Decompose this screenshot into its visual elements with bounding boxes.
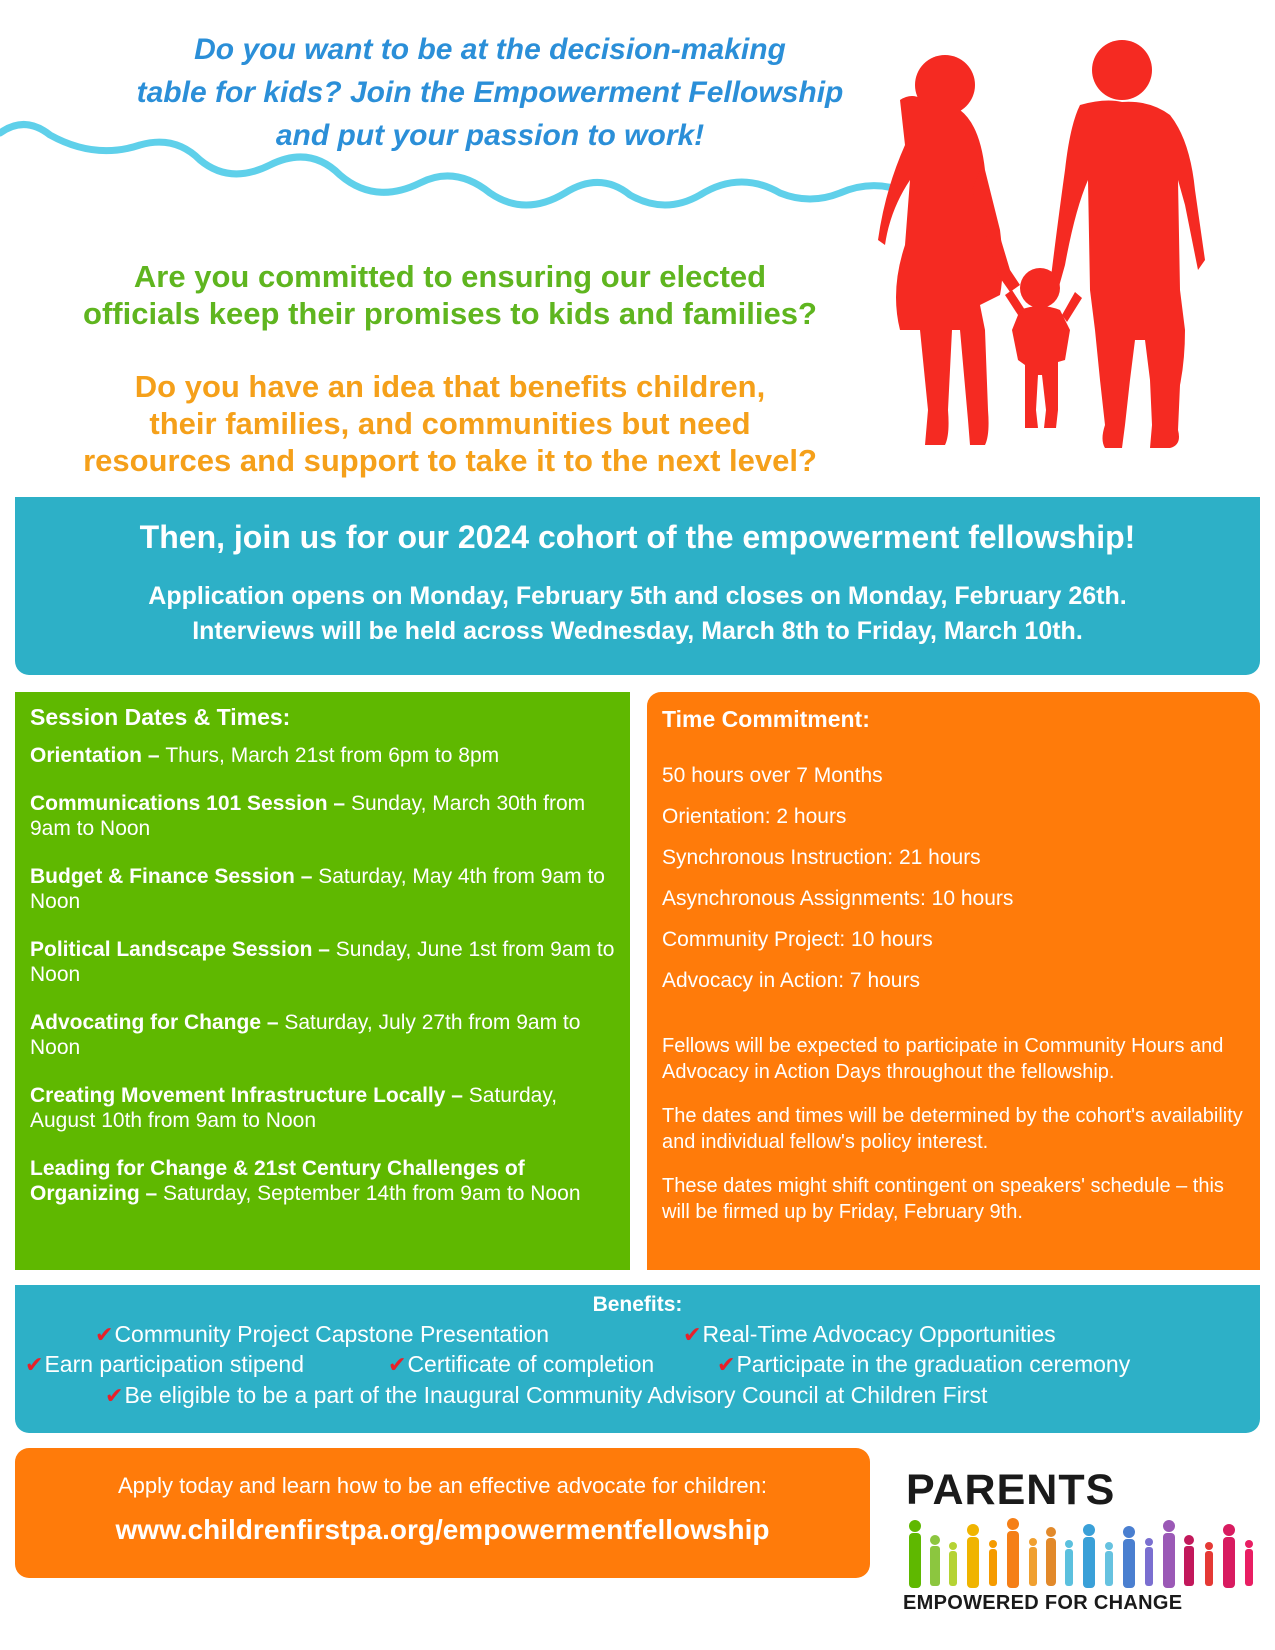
check-icon: ✔ [105,1383,124,1408]
commitment-note: Fellows will be expected to participate in Community Hours and Advocacy in Action Days throughout the fellowship. [662,1035,1224,1083]
session-item [30,1083,616,1133]
benefit-label: Participate in the graduation ceremony [736,1351,1131,1377]
fellowship-name: Empowerment Fellowship [473,76,844,109]
check-icon: ✔ [388,1352,407,1377]
session-name: Communications 101 Session – [30,792,351,815]
session-detail: Thurs, March 21st from 6pm to 8pm [165,744,500,767]
time-commitment-title: Time Commitment: [662,706,870,732]
session-name: Political Landscape Session – [30,938,336,961]
benefit-item [683,1321,1056,1348]
benefit-item [105,1382,987,1409]
benefit-label: Earn participation stipend [44,1351,304,1377]
headline-line-3: and put your passion to work! [275,119,705,152]
family-figures-icon [903,1518,1260,1592]
benefit-label: Real-Time Advocacy Opportunities [702,1321,1056,1347]
check-icon: ✔ [683,1322,702,1347]
question-orange-line-3: resources and support to take it to the next level? [83,443,817,478]
benefits-title: Benefits: [592,1293,683,1316]
logo-tagline: EMPOWERED FOR CHANGE [903,1592,1183,1614]
apply-box [15,1448,870,1578]
question-orange-line-2: their families, and communities but need [149,406,751,441]
session-detail: Saturday, September 14th from 9am to Noon [163,1182,581,1205]
benefit-item [388,1351,654,1378]
benefits-panel [15,1285,1260,1433]
session-name: Advocating for Change – [30,1011,285,1034]
session-dates-panel [15,692,630,1270]
apply-text: Apply today and learn how to be an effective advocate for children: [117,1473,767,1498]
question-idea [20,368,880,479]
session-name: Creating Movement Infrastructure Locally – [30,1084,469,1107]
session-detail: Sunday, June 1st from 9am to Noon [30,938,615,986]
logo-title: PARENTS [906,1466,1116,1514]
banner-title: Then, join us for our 2024 cohort of the empowerment fellowship! [139,519,1136,555]
fellowship-url-link[interactable]: www.childrenfirstpa.org/empowermentfellowship [115,1514,770,1545]
commitment-note: These dates might shift contingent on speakers' schedule – this will be firmed up by Friday, February 9th. [662,1175,1224,1223]
headline-line-1: Do you want to be at the decision-making [194,33,786,66]
question-green-line-2: officials keep their promises to kids and families? [83,296,817,331]
benefit-item [717,1351,1130,1378]
time-commitment-panel [647,692,1260,1270]
session-detail: Saturday, July 27th from 9am to Noon [30,1011,581,1059]
commitment-item: 50 hours over 7 Months [662,764,883,787]
session-name: Orientation – [30,744,166,767]
session-name: Leading for Change & 21st Century Challenges of Organizing – [30,1157,525,1205]
session-item [30,864,616,914]
application-dates: Application opens on Monday, February 5th and closes on Monday, February 26th. [148,582,1127,610]
benefit-label: Be eligible to be a part of the Inaugural Community Advisory Council at Children First [124,1382,988,1408]
commitment-note: The dates and times will be determined by the cohort's availability and individual fellow's policy interest. [662,1105,1243,1153]
interview-dates: Interviews will be held across Wednesday, March 8th to Friday, March 10th. [192,617,1083,645]
session-detail: Sunday, March 30th from 9am to Noon [30,792,586,840]
session-name: Budget & Finance Session – [30,865,319,888]
benefit-item [25,1351,304,1378]
commitment-item: Orientation: 2 hours [662,805,847,828]
question-orange-line-1: Do you have an idea that benefits children, [134,369,766,404]
session-item [30,1010,616,1060]
check-icon: ✔ [95,1322,114,1347]
family-silhouette-image [860,30,1220,460]
commitment-item: Advocacy in Action: 7 hours [662,969,920,992]
question-green-line-1: Are you committed to ensuring our elected [133,259,767,294]
session-detail: Saturday, May 4th from 9am to Noon [30,865,605,913]
check-icon: ✔ [717,1352,736,1377]
session-detail: Saturday, August 10th from 9am to Noon [30,1084,558,1132]
session-item [30,743,616,768]
commitment-item: Asynchronous Assignments: 10 hours [662,887,1014,910]
commitment-item: Synchronous Instruction: 21 hours [662,846,981,869]
session-item [30,1156,616,1206]
benefit-label: Community Project Capstone Presentation [114,1321,550,1347]
benefit-label: Certificate of completion [407,1351,655,1377]
session-item [30,937,616,987]
check-icon: ✔ [25,1352,44,1377]
cohort-banner [15,497,1260,675]
commitment-item: Community Project: 10 hours [662,928,933,951]
benefit-item [95,1321,549,1348]
headline-line-2a: table for kids? Join the [136,76,474,109]
parents-logo [903,1466,1260,1620]
cloud-wave [0,105,900,225]
question-elected-officials [20,258,880,332]
session-dates-title: Session Dates & Times: [30,704,291,730]
session-item [30,791,616,841]
